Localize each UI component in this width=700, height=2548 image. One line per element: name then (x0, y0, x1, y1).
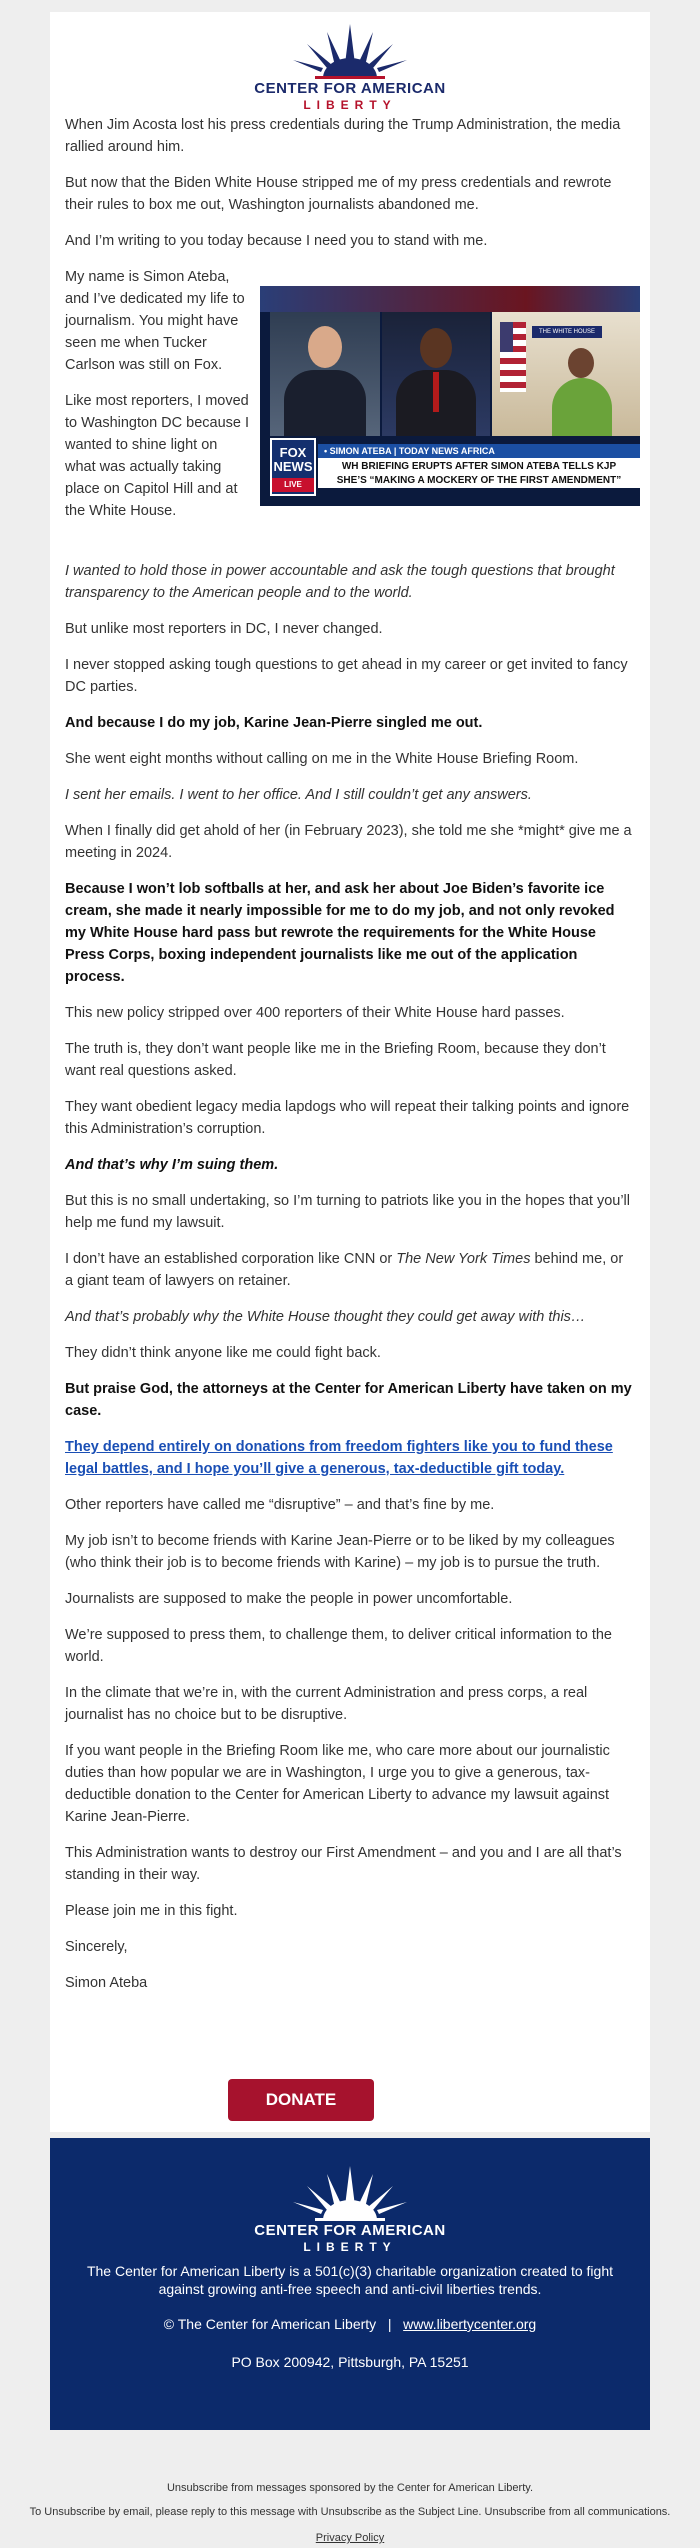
paragraph: I sent her emails. I went to her office. And I still couldn’t get any answers. (65, 787, 532, 803)
brand-logo (245, 20, 455, 112)
live-badge: LIVE (272, 478, 314, 492)
sunburst-icon (245, 20, 455, 80)
separator: | (387, 2316, 392, 2332)
footer-brand-line-1: CENTER FOR AMERICAN (254, 2222, 446, 2239)
paragraph: Because I won’t lob softballs at her, and ask her about Joe Biden’s favorite ice cream, she made it nearly impossible for me to do my job, and not only revoked my White House hard pass but rewrote the requirements for the White House Press Corps, boxing independent journalists like me out of the application process. (65, 881, 615, 985)
text-run: behind me, or a giant team of lawyers on retainer. (65, 1251, 624, 1289)
paragraph: And that’s probably why the White House thought they could get away with this… (65, 1309, 586, 1325)
lower-third-headline (318, 458, 640, 488)
intro-section (65, 266, 635, 546)
unsubscribe-notice[interactable]: Unsubscribe from messages sponsored by the Center for American Liberty. (166, 2482, 534, 2494)
text-run: I don’t have an established corporation like CNN or (65, 1251, 397, 1267)
paragraph: But this is no small undertaking, so I’m turning to patriots like you in the hopes that you’ll help me fund my lawsuit. (65, 1193, 630, 1231)
copyright-text: © The Center for American Liberty (163, 2316, 377, 2332)
signoff: Sincerely, (65, 1939, 128, 1955)
footer-description: The Center for American Liberty is a 501(c)(3) charitable organization created to fight against growing anti-free speech and anti-civil liberties trends. (86, 2263, 614, 2297)
paragraph: Like most reporters, I moved to Washington DC because I wanted to shine light on what was actually taking place on Capitol Hill and at the White House. (65, 393, 250, 519)
paragraph: They want obedient legacy media lapdogs who will repeat their talking points and ignore this Administration’s corruption. (65, 1099, 630, 1137)
donation-link[interactable]: They depend entirely on donations from freedom fighters like you to fund these legal battles, and I hope you’ll give a generous, tax-deductible gift today. (65, 1439, 613, 1477)
website-link[interactable]: www.libertycenter.org (403, 2316, 537, 2332)
donate-button[interactable]: DONATE (228, 2079, 374, 2121)
person-suit (284, 370, 366, 436)
footer (50, 2138, 650, 2430)
panel-ateba (382, 312, 490, 436)
paragraph: But praise God, the attorneys at the Center for American Liberty have taken on my case. (65, 1381, 632, 1419)
email-card (50, 12, 650, 2132)
person-head (568, 348, 594, 378)
paragraph: This Administration wants to destroy our First Amendment – and you and I are all that’s standing in their way. (65, 1845, 622, 1883)
paragraph (65, 1436, 635, 1480)
paragraph: I never stopped asking tough questions to get ahead in my career or get invited to fancy DC parties. (65, 657, 628, 695)
paragraph: When I finally did get ahold of her (in February 2023), she told me she *might* give me a meeting in 2024. (65, 823, 632, 861)
paragraph (65, 1248, 635, 1292)
privacy-policy-link[interactable]: Privacy Policy (315, 2532, 385, 2544)
paragraph: When Jim Acosta lost his press credentials during the Trump Administration, the media rallied around him. (65, 117, 621, 155)
paragraph: She went eight months without calling on me in the White House Briefing Room. (65, 751, 579, 767)
fox-logo-line-1: FOX (279, 445, 307, 460)
intro-text (65, 266, 250, 536)
footer-brand-line-2: LIBERTY (303, 2240, 397, 2254)
paragraph: Please join me in this fight. (65, 1903, 238, 1919)
paragraph: Journalists are supposed to make the people in power uncomfortable. (65, 1591, 513, 1607)
footer-address: PO Box 200942, Pittsburgh, PA 15251 (231, 2354, 469, 2370)
person-head (308, 326, 342, 368)
person-head (420, 328, 452, 368)
paragraph: We’re supposed to press them, to challenge them, to deliver critical information to the world. (65, 1627, 612, 1665)
fox-logo-line-2: NEWS (273, 459, 313, 474)
tie (433, 372, 439, 412)
paragraph: If you want people in the Briefing Room like me, who care more about our journalistic duties than how popular we are in Washington, I urge you to give a generous, tax-deductible donation to the Center for American Liberty to advance my lawsuit against Karine Jean-Pierre. (65, 1743, 610, 1825)
paragraph: This new policy stripped over 400 reporters of their White House hard passes. (65, 1005, 565, 1021)
paragraph: And because I do my job, Karine Jean-Pierre singled me out. (65, 715, 483, 731)
paragraph: Other reporters have called me “disruptive” – and that’s fine by me. (65, 1497, 495, 1513)
fox-news-logo (270, 438, 316, 496)
panel-podium (492, 312, 640, 436)
person-dress (552, 378, 612, 436)
paragraph: But now that the Biden White House stripped me of my press credentials and rewrote their rules to box me out, Washington journalists abandoned me. (65, 175, 612, 213)
flag-canton (500, 322, 513, 352)
footer-logo (245, 2162, 455, 2258)
screenshot-top-banner (260, 286, 640, 312)
paragraph: My name is Simon Ateba, and I’ve dedicated my life to journalism. You might have seen me when Tucker Carlson was still on Fox. (65, 269, 245, 373)
paragraph: I wanted to hold those in power accountable and ask the tough questions that brought transparency to the American people and to the world. (65, 563, 615, 601)
paragraph: But unlike most reporters in DC, I never changed. (65, 621, 383, 637)
paragraph: In the climate that we’re in, with the current Administration and press corps, a real journalist has no choice but to be disruptive. (65, 1685, 588, 1723)
brand-line-2: LIBERTY (303, 98, 397, 112)
paragraph: And that’s why I’m suing them. (65, 1157, 279, 1173)
headline-line-2: SHE’S “MAKING A MOCKERY OF THE FIRST AMENDMENT” (336, 475, 622, 486)
publication-name: The New York Times (396, 1251, 531, 1267)
unsubscribe-instructions[interactable]: To Unsubscribe by email, please reply to this message with Unsubscribe as the Subject Line. Unsubscribe from all communications. (29, 2506, 671, 2518)
podium-sign: THE WHITE HOUSE (532, 326, 602, 338)
sunburst-icon (245, 2162, 455, 2222)
paragraph: My job isn’t to become friends with Karine Jean-Pierre or to be liked by my colleagues (who think their job is to become friends with Karine) – my job is to pursue the truth. (65, 1533, 615, 1571)
lower-third-name: • SIMON ATEBA | TODAY NEWS AFRICA (318, 444, 640, 458)
brand-line-1: CENTER FOR AMERICAN (254, 80, 446, 97)
signature-name: Simon Ateba (65, 1975, 148, 1991)
paragraph: The truth is, they don’t want people like me in the Briefing Room, because they don’t want real questions asked. (65, 1041, 606, 1079)
headline-line-1: WH BRIEFING ERUPTS AFTER SIMON ATEBA TELLS KJP (341, 461, 617, 472)
panel-tucker (270, 312, 380, 436)
paragraph: And I’m writing to you today because I need you to stand with me. (65, 233, 488, 249)
news-screenshot-image (260, 286, 640, 506)
letter-body (65, 114, 635, 2008)
paragraph: They didn’t think anyone like me could fight back. (65, 1345, 381, 1361)
footer-copyright-row (80, 2316, 620, 2332)
